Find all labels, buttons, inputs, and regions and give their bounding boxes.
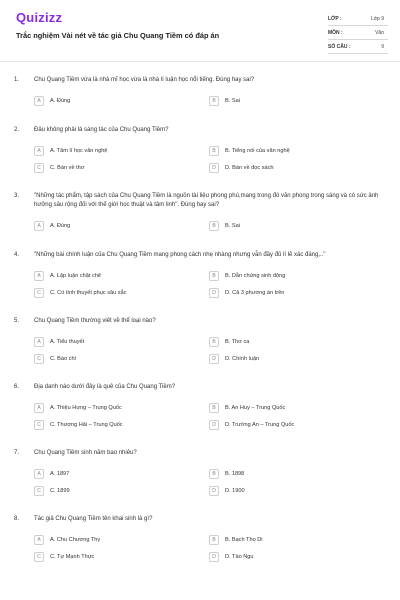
options-group xyxy=(14,92,384,109)
answer-option[interactable] xyxy=(209,354,384,364)
question-number: 1. xyxy=(14,77,20,83)
meta-class-label: LỚP : xyxy=(328,15,342,22)
answer-option[interactable] xyxy=(209,288,384,298)
option-label: C. 1899 xyxy=(50,487,70,494)
option-key-box: C xyxy=(34,420,44,430)
question-header xyxy=(14,317,384,326)
options-row xyxy=(34,284,384,301)
option-key-box: B xyxy=(209,221,219,231)
meta-count-label: SỐ CÂU : xyxy=(328,43,351,50)
option-label: A. Chu Chương Thy xyxy=(50,536,101,543)
question-number: 8. xyxy=(14,516,20,522)
option-label: D. Bàn về đọc sách xyxy=(225,164,274,171)
answer-option[interactable] xyxy=(34,288,209,298)
option-label: B. An Huy – Trung Quốc xyxy=(225,404,286,411)
option-key-box: B xyxy=(209,271,219,281)
option-key-box: A xyxy=(34,403,44,413)
answer-option[interactable] xyxy=(209,403,384,413)
answer-option[interactable] xyxy=(209,337,384,347)
question-item xyxy=(14,251,384,301)
option-key-box: C xyxy=(34,288,44,298)
question-header xyxy=(14,192,384,210)
answer-option[interactable] xyxy=(209,271,384,281)
worksheet-header xyxy=(0,0,400,62)
option-label: A. Đúng xyxy=(50,222,71,229)
option-key-box: C xyxy=(34,552,44,562)
options-group xyxy=(14,465,384,499)
worksheet-title: Trắc nghiệm Vài nét về tác giả Chu Quang Tiềm có đáp án xyxy=(16,31,220,40)
answer-option[interactable] xyxy=(34,163,209,173)
answer-option[interactable] xyxy=(34,535,209,545)
answer-option[interactable] xyxy=(34,221,209,231)
option-label: C. Báo chí xyxy=(50,355,77,362)
option-key-box: B xyxy=(209,469,219,479)
meta-count-value: 9 xyxy=(381,43,384,50)
option-key-box: C xyxy=(34,163,44,173)
question-number: 4. xyxy=(14,252,20,258)
answer-option[interactable] xyxy=(34,486,209,496)
option-key-box: B xyxy=(209,535,219,545)
question-header xyxy=(14,515,384,524)
meta-info xyxy=(328,12,388,54)
question-number: 2. xyxy=(14,127,20,133)
question-text: "Những bài chính luận của Chu Quang Tiềm mang phong cách nhẹ nhàng nhưng vẫn đầy đủ lí lẽ xác đáng,.." xyxy=(34,252,326,258)
options-row xyxy=(34,531,384,548)
answer-option[interactable] xyxy=(34,337,209,347)
option-key-box: A xyxy=(34,337,44,347)
question-header xyxy=(14,449,384,458)
question-text: Chu Quang Tiềm vừa là nhà mĩ học vừa là nhà lí luận học nổi tiếng. Đúng hay sai? xyxy=(34,77,255,83)
answer-option[interactable] xyxy=(209,486,384,496)
option-label: A. Lập luận chặt chẽ xyxy=(50,272,102,279)
options-row xyxy=(34,267,384,284)
question-text: Chu Quang Tiềm sinh năm bao nhiêu? xyxy=(34,450,137,456)
answer-option[interactable] xyxy=(34,420,209,430)
option-key-box: B xyxy=(209,96,219,106)
option-label: D. Chính luận xyxy=(225,355,260,362)
question-text: Đâu không phải là sáng tác của Chu Quang Tiềm? xyxy=(34,127,169,133)
option-key-box: B xyxy=(209,403,219,413)
options-row xyxy=(34,159,384,176)
option-key-box: B xyxy=(209,146,219,156)
options-row xyxy=(34,416,384,433)
option-key-box: A xyxy=(34,271,44,281)
option-label: B. Sai xyxy=(225,222,240,229)
question-item xyxy=(14,76,384,109)
question-item xyxy=(14,449,384,499)
option-key-box: A xyxy=(34,221,44,231)
options-group xyxy=(14,399,384,433)
options-group xyxy=(14,267,384,301)
options-row xyxy=(34,465,384,482)
answer-option[interactable] xyxy=(34,552,209,562)
answer-option[interactable] xyxy=(34,146,209,156)
option-label: A. Tiểu thuyết xyxy=(50,338,85,345)
option-label: B. 1898 xyxy=(225,470,245,477)
meta-subject-label: MÔN : xyxy=(328,29,343,36)
question-item xyxy=(14,515,384,565)
option-key-box: B xyxy=(209,337,219,347)
options-row xyxy=(34,217,384,234)
meta-subject-value: Văn xyxy=(375,29,384,36)
option-key-box: D xyxy=(209,420,219,430)
option-label: D. Trường An – Trung Quốc xyxy=(225,421,295,428)
option-label: B. Thơ ca xyxy=(225,338,250,345)
question-header xyxy=(14,76,384,85)
meta-class-value: Lớp 9 xyxy=(370,15,384,22)
question-text: "Những tác phẩm, tập sách của Chu Quang Tiềm là nguồn tài liệu phong phú,mang trong đó văn phong trong sáng và có sức ảnh hưởng sâu rộng đối với thế giới học thuật và tâm linh". Đúng hay sai? xyxy=(34,193,379,208)
answer-option[interactable] xyxy=(209,420,384,430)
quizizz-logo: Quizizz xyxy=(16,10,63,25)
answer-option[interactable] xyxy=(209,96,384,106)
options-group xyxy=(14,142,384,176)
options-row xyxy=(34,548,384,565)
question-header xyxy=(14,251,384,260)
option-label: A. Tâm lí học văn nghệ xyxy=(50,147,108,154)
option-label: D. 1900 xyxy=(225,487,245,494)
option-label: B. Sai xyxy=(225,97,240,104)
option-label: B. Tiếng nói của văn nghệ xyxy=(225,147,290,154)
option-label: C. Có tính thuyết phục sâu sắc xyxy=(50,289,127,296)
answer-option[interactable] xyxy=(34,354,209,364)
option-label: D. Cả 3 phương án trên xyxy=(225,289,285,296)
option-label: B. Bạch Thọ Di xyxy=(225,536,263,543)
meta-class xyxy=(328,12,388,26)
option-key-box: C xyxy=(34,486,44,496)
option-label: B. Dẫn chứng sinh động xyxy=(225,272,286,279)
options-group xyxy=(14,333,384,367)
question-header xyxy=(14,383,384,392)
answer-option[interactable] xyxy=(209,221,384,231)
option-key-box: D xyxy=(209,552,219,562)
question-text: Chu Quang Tiềm thường viết về thể loại nào? xyxy=(34,318,156,324)
question-item xyxy=(14,317,384,367)
answer-option[interactable] xyxy=(34,271,209,281)
question-number: 6. xyxy=(14,384,20,390)
answer-option[interactable] xyxy=(34,469,209,479)
option-key-box: A xyxy=(34,469,44,479)
question-item xyxy=(14,383,384,433)
answer-option[interactable] xyxy=(209,163,384,173)
answer-option[interactable] xyxy=(34,96,209,106)
option-key-box: D xyxy=(209,486,219,496)
option-key-box: A xyxy=(34,96,44,106)
option-key-box: D xyxy=(209,288,219,298)
options-row xyxy=(34,92,384,109)
answer-option[interactable] xyxy=(209,535,384,545)
answer-option[interactable] xyxy=(209,146,384,156)
question-number: 3. xyxy=(14,193,20,199)
answer-option[interactable] xyxy=(209,552,384,562)
option-label: D. Tào Ngu xyxy=(225,553,254,560)
options-group xyxy=(14,531,384,565)
option-key-box: A xyxy=(34,146,44,156)
question-header xyxy=(14,126,384,135)
answer-option[interactable] xyxy=(209,469,384,479)
question-number: 5. xyxy=(14,318,20,324)
options-group xyxy=(14,217,384,234)
option-label: C. Bàn về thơ xyxy=(50,164,85,171)
options-row xyxy=(34,350,384,367)
question-text: Tác giả Chu Quang Tiềm tên khai sinh là gì? xyxy=(34,516,153,522)
question-text: Địa danh nào dưới đây là quê của Chu Quang Tiềm? xyxy=(34,384,176,390)
option-key-box: D xyxy=(209,163,219,173)
meta-subject xyxy=(328,26,388,40)
question-item xyxy=(14,192,384,234)
question-number: 7. xyxy=(14,450,20,456)
option-key-box: D xyxy=(209,354,219,364)
answer-option[interactable] xyxy=(34,403,209,413)
options-row xyxy=(34,142,384,159)
options-row xyxy=(34,482,384,499)
option-key-box: C xyxy=(34,354,44,364)
question-list xyxy=(0,62,400,565)
option-label: C. Tự Mạnh Thực xyxy=(50,553,95,560)
option-label: C. Thượng Hải – Trung Quốc xyxy=(50,421,123,428)
option-label: A. Thiệu Hưng – Trung Quốc xyxy=(50,404,122,411)
options-row xyxy=(34,399,384,416)
question-item xyxy=(14,126,384,176)
options-row xyxy=(34,333,384,350)
option-key-box: A xyxy=(34,535,44,545)
meta-count xyxy=(328,40,388,54)
option-label: A. 1897 xyxy=(50,470,70,477)
option-label: A. Đúng xyxy=(50,97,71,104)
